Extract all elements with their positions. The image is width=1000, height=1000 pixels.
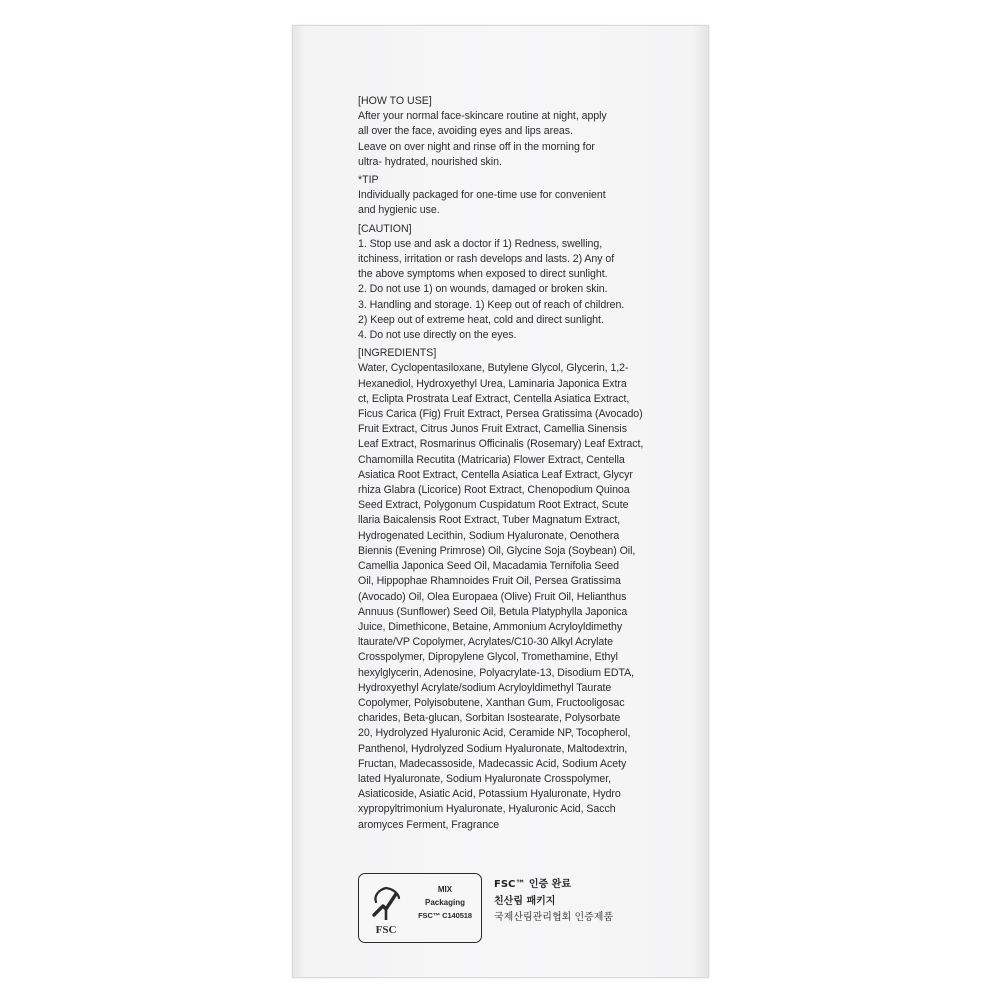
ingredients-line: charides, Beta-glucan, Sorbitan Isostearate, Polysorbate xyxy=(358,712,621,725)
fsc-mix-info xyxy=(410,883,480,922)
ingredients-line: ct, Eclipta Prostrata Leaf Extract, Centella Asiatica Extract, xyxy=(358,392,630,405)
how-to-use-line: After your normal face-skincare routine at night, apply xyxy=(358,110,607,123)
ingredients-line: aromyces Ferment, Fragrance xyxy=(358,818,500,831)
fsc-license-code: FSC™ C140518 xyxy=(418,911,472,920)
ingredients-line: ltaurate/VP Copolymer, Acrylates/C10-30 Alkyl Acrylate xyxy=(358,636,614,649)
how-to-use-text xyxy=(358,109,646,170)
ingredients-line: lated Hyaluronate, Sodium Hyaluronate Crosspolymer, xyxy=(358,772,612,785)
how-to-use-line: ultra- hydrated, nourished skin. xyxy=(358,155,502,168)
fsc-korean-line: FSC™ 인증 완료 xyxy=(494,879,571,890)
ingredients-text xyxy=(358,361,646,832)
ingredients-line: Leaf Extract, Rosmarinus Officinalis (Rosemary) Leaf Extract, xyxy=(358,438,644,451)
ingredients-line: (Avocado) Oil, Olea Europaea (Olive) Fruit Oil, Helianthus xyxy=(358,590,627,603)
caution-line: 3. Handling and storage. 1) Keep out of reach of children. xyxy=(358,298,625,311)
caution-line: 2) Keep out of extreme heat, cold and direct sunlight. xyxy=(358,313,604,326)
fsc-tree-checkmark-icon xyxy=(366,882,406,936)
caution-line: the above symptoms when exposed to direct sunlight. xyxy=(358,268,608,281)
caution-heading: [CAUTION] xyxy=(358,222,412,235)
how-to-use-heading: [HOW TO USE] xyxy=(358,95,432,107)
ingredients-line: Fruit Extract, Citrus Junos Fruit Extract, Camellia Sinensis xyxy=(358,423,627,436)
tip-heading: *TIP xyxy=(358,174,379,187)
ingredients-line: Camellia Japonica Seed Oil, Macadamia Ternifolia Seed xyxy=(358,560,619,573)
ingredients-line: Chamomilla Recutita (Matricaria) Flower Extract, Centella xyxy=(358,453,625,466)
label-text-panel xyxy=(358,94,646,833)
tip-text xyxy=(358,188,646,218)
ingredients-line: Water, Cyclopentasiloxane, Butylene Glycol, Glycerin, 1,2- xyxy=(358,362,629,375)
ingredients-line: Copolymer, Polyisobutene, Xanthan Gum, Fructooligosac xyxy=(358,696,625,709)
fsc-mix-label: MIX xyxy=(437,885,453,894)
caution-text xyxy=(358,237,646,343)
ingredients-line: Ficus Carica (Fig) Fruit Extract, Persea Gratissima (Avocado) xyxy=(358,408,643,421)
fsc-label-box xyxy=(358,873,482,943)
fsc-korean-line: 국제산림관리협회 인증제품 xyxy=(494,912,614,923)
caution-line: 4. Do not use directly on the eyes. xyxy=(358,329,517,342)
ingredients-line: 20, Hydrolyzed Hyaluronic Acid, Ceramide NP, Tocopherol, xyxy=(358,727,631,740)
ingredients-line: xypropyltrimonium Hyaluronate, Hyaluronic Acid, Sacch xyxy=(358,803,616,816)
product-carton xyxy=(292,25,709,978)
ingredients-line: hexylglycerin, Adenosine, Polyacrylate-13, Disodium EDTA, xyxy=(358,666,635,679)
fsc-packaging-label: Packaging xyxy=(424,898,465,907)
ingredients-line: llaria Baicalensis Root Extract, Tuber Magnatum Extract, xyxy=(358,514,621,527)
tip-line: and hygienic use. xyxy=(358,204,440,217)
ingredients-line: Hexanediol, Hydroxyethyl Urea, Laminaria Japonica Extra xyxy=(358,377,627,390)
ingredients-line: Asiatica Root Extract, Centella Asiatica Leaf Extract, Glycyr xyxy=(358,468,633,481)
fsc-certification xyxy=(358,873,613,943)
fsc-korean-line: 친산림 패키지 xyxy=(494,895,556,907)
ingredients-line: Hydroxyethyl Acrylate/sodium Acryloyldimethyl Taurate xyxy=(358,681,612,694)
how-to-use-line: all over the face, avoiding eyes and lips areas. xyxy=(358,125,573,138)
ingredients-line: Hydrogenated Lecithin, Sodium Hyaluronate, Oenothera xyxy=(358,529,620,542)
ingredients-line: rhiza Glabra (Licorice) Root Extract, Chenopodium Quinoa xyxy=(358,484,630,497)
ingredients-line: Annuus (Sunflower) Seed Oil, Betula Platyphylla Japonica xyxy=(358,605,628,618)
caution-line: 2. Do not use 1) on wounds, damaged or broken skin. xyxy=(358,283,608,296)
how-to-use-line: Leave on over night and rinse off in the morning for xyxy=(358,140,595,153)
fsc-logo-text: FSC xyxy=(375,924,397,936)
caution-line: itchiness, irritation or rash develops and lasts. 2) Any of xyxy=(358,253,615,266)
caution-line: 1. Stop use and ask a doctor if 1) Redness, swelling, xyxy=(358,237,603,250)
fsc-korean-text xyxy=(494,877,613,927)
ingredients-line: Fructan, Madecassoside, Madecassic Acid, Sodium Acety xyxy=(358,757,627,770)
ingredients-line: Oil, Hippophae Rhamnoides Fruit Oil, Persea Gratissima xyxy=(358,575,621,588)
ingredients-line: Asiaticoside, Asiatic Acid, Potassium Hyaluronate, Hydro xyxy=(358,788,621,801)
ingredients-line: Panthenol, Hydrolyzed Sodium Hyaluronate, Maltodextrin, xyxy=(358,742,628,755)
ingredients-line: Juice, Dimethicone, Betaine, Ammonium Acryloyldimethy xyxy=(358,620,623,633)
ingredients-heading: [INGREDIENTS] xyxy=(358,347,437,360)
ingredients-line: Biennis (Evening Primrose) Oil, Glycine Soja (Soybean) Oil, xyxy=(358,544,636,557)
ingredients-line: Crosspolymer, Dipropylene Glycol, Tromethamine, Ethyl xyxy=(358,651,618,664)
ingredients-line: Seed Extract, Polygonum Cuspidatum Root Extract, Scute xyxy=(358,499,629,512)
tip-line: Individually packaged for one-time use for convenient xyxy=(358,189,606,202)
